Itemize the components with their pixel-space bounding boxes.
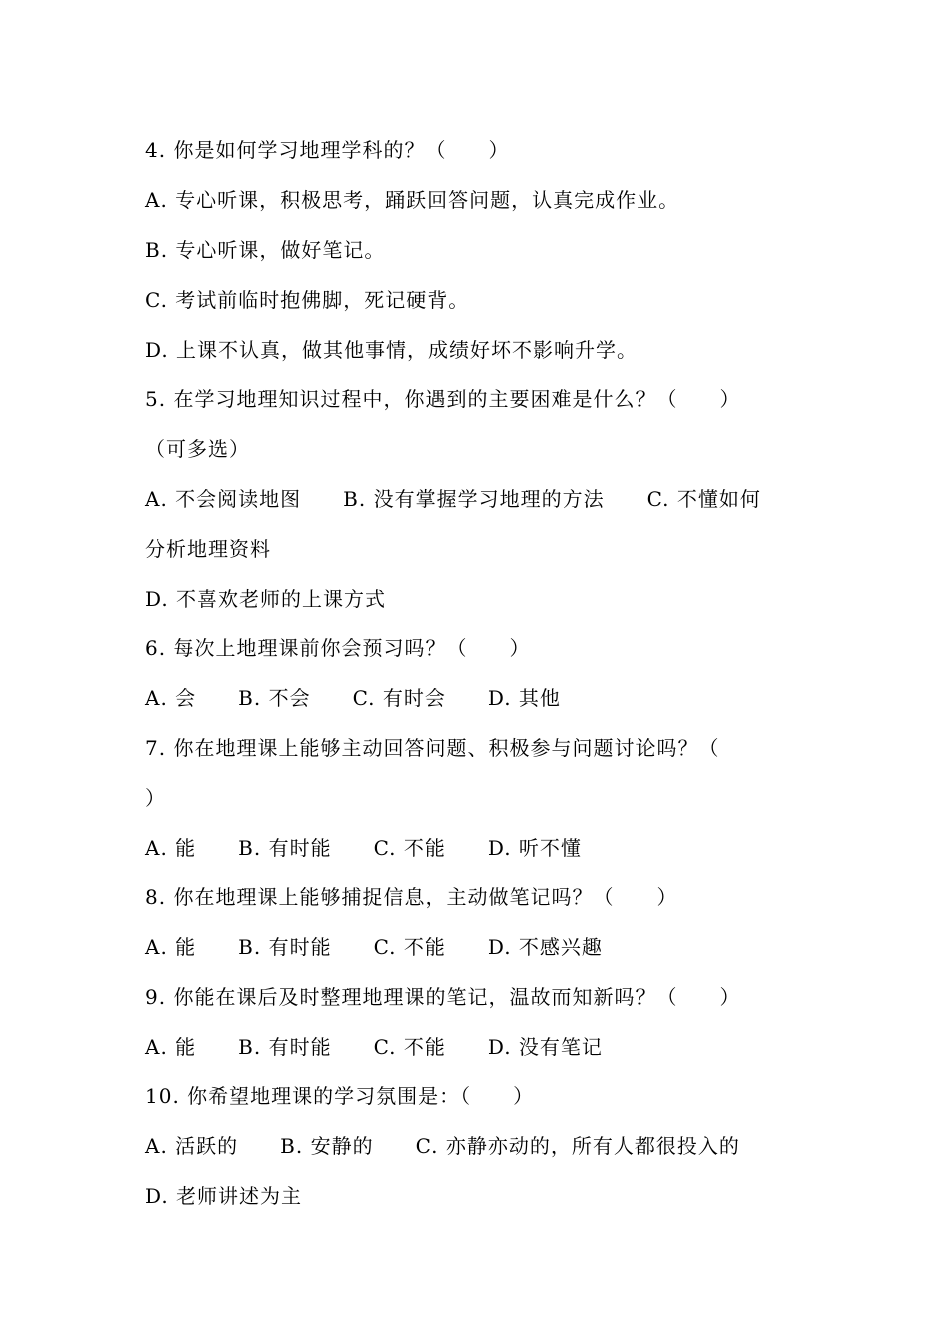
question-10-option-d: D. 老师讲述为主 (145, 1184, 303, 1208)
question-7-options: A. 能 B. 有时能 C. 不能 D. 听不懂 (145, 836, 582, 860)
question-10: 10. 你希望地理课的学习氛围是：（ ） (145, 1084, 535, 1108)
question-5-note: （可多选） (145, 437, 250, 461)
question-5-options-line2: 分析地理资料 (145, 537, 271, 561)
question-4-option-a: A. 专心听课，积极思考，踊跃回答问题，认真完成作业。 (145, 188, 680, 212)
question-7-cont: ） (145, 786, 166, 810)
question-5-options-line1: A. 不会阅读地图 B. 没有掌握学习地理的方法 C. 不懂如何 (145, 487, 761, 511)
question-7: 7. 你在地理课上能够主动回答问题、积极参与问题讨论吗？（ (145, 736, 720, 760)
question-4: 4. 你是如何学习地理学科的？（ ） (145, 138, 510, 162)
question-8: 8. 你在地理课上能够捕捉信息，主动做笔记吗？（ ） (145, 885, 678, 909)
question-10-options: A. 活跃的 B. 安静的 C. 亦静亦动的，所有人都很投入的 (145, 1134, 740, 1158)
question-8-options: A. 能 B. 有时能 C. 不能 D. 不感兴趣 (145, 935, 603, 959)
question-9: 9. 你能在课后及时整理地理课的笔记，温故而知新吗？（ ） (145, 985, 741, 1009)
question-5: 5. 在学习地理知识过程中，你遇到的主要困难是什么？（ ） (145, 387, 741, 411)
question-5-option-d: D. 不喜欢老师的上课方式 (145, 587, 387, 611)
question-4-option-c: C. 考试前临时抱佛脚，死记硬背。 (145, 288, 470, 312)
question-6-options: A. 会 B. 不会 C. 有时会 D. 其他 (145, 686, 561, 710)
question-4-option-b: B. 专心听课，做好笔记。 (145, 238, 386, 262)
question-9-options: A. 能 B. 有时能 C. 不能 D. 没有笔记 (145, 1035, 603, 1059)
question-6: 6. 每次上地理课前你会预习吗？（ ） (145, 636, 531, 660)
question-4-option-d: D. 上课不认真，做其他事情，成绩好坏不影响升学。 (145, 338, 639, 362)
